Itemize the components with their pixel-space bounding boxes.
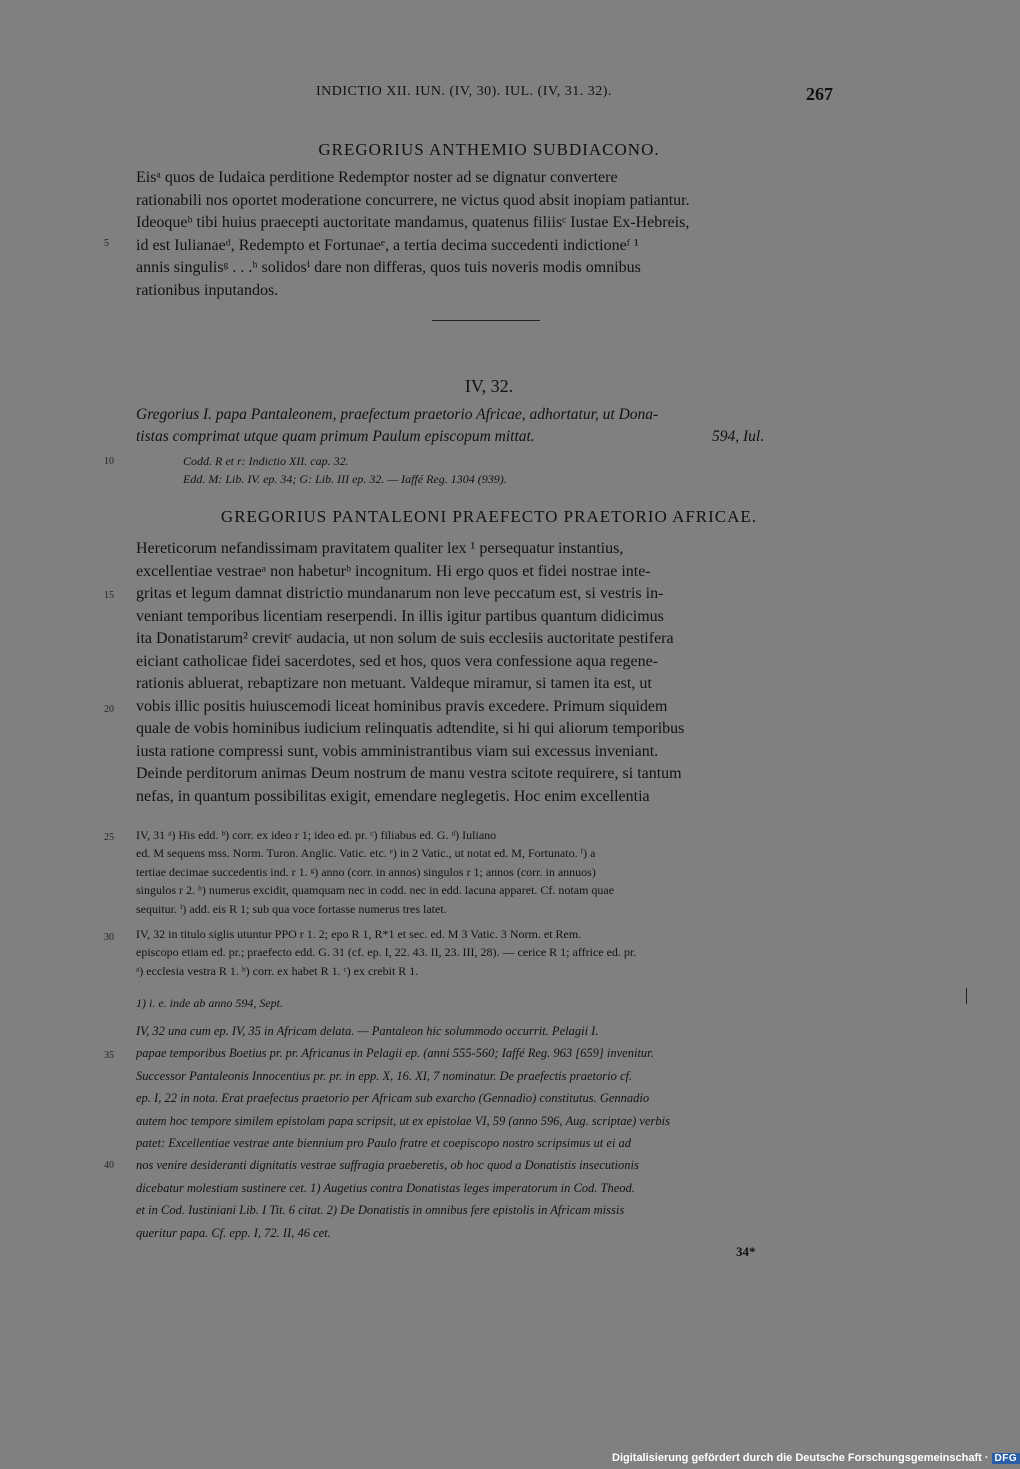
apparatus-line: tertiae decimae succedentis ind. r 1. ᵍ) anno (corr. in annos) singulos r 1; annos (corr. in annuos) xyxy=(136,864,596,879)
summary-line-text: tistas comprimat utque quam primum Paulum episcopum mittat. xyxy=(136,428,535,445)
letter2-line: veniant temporibus licentiam reserpendi. In illis igitur partibus quantum didicimus xyxy=(136,607,664,625)
commentary-iv32 xyxy=(136,1020,846,1244)
page-number: 267 xyxy=(806,84,833,104)
letter1-line: Ideoqueᵇ tibi huius praecepti auctoritate mandamus, quatenus filiisᶜ Iustae Ex-Hebreis, xyxy=(136,214,690,232)
footnote-line: 1) i. e. inde ab anno 594, Sept. xyxy=(136,996,283,1010)
apparatus-line: ᵃ) ecclesia vestra R 1. ᵇ) corr. ex habet R 1. ᶜ) ex crebit R 1. xyxy=(136,963,419,978)
editions-line: Edd. M: Lib. IV. ep. 34; G: Lib. III ep. 32. — Iaffé Reg. 1304 (939). xyxy=(183,472,507,486)
letter2-line: excellentiae vestraeᵃ non habeturᵇ incognitum. Hi ergo quos et fidei nostrae inte- xyxy=(136,562,651,580)
letter1-line: annis singulisᵍ . . .ʰ solidosⁱ dare non differas, quos tuis noveris modis omnibus xyxy=(136,259,641,277)
codices-line: Codd. R et r: Indictio XII. cap. 32. xyxy=(183,454,349,468)
critical-apparatus-iv32 xyxy=(136,925,846,980)
letter1-line: id est Iulianaeᵈ, Redempto et Fortunaeᵉ, a tertia decima succedenti indictioneᶠ ¹ xyxy=(136,236,639,254)
apparatus-line: ed. M sequens mss. Norm. Turon. Anglic. Vatic. etc. ᵉ) in 2 Vatic., ut notat ed. M, Fortunato. ᶠ) a xyxy=(136,846,596,861)
dfg-credit xyxy=(612,1452,1020,1464)
commentary-line: dicebatur molestiam sustinere cet. 1) Augetius contra Donatistas leges imperatorum in Cod. Theod. xyxy=(136,1180,635,1195)
line-number: 10 xyxy=(104,456,114,467)
footnote-iv31 xyxy=(136,994,846,1012)
apparatus-line: IV, 32 in titulo siglis utuntur PPO r 1. 2; epo R 1, R*1 et sec. ed. M 3 Vatic. 3 Norm. et Rem. xyxy=(136,927,582,941)
section-divider xyxy=(432,320,540,321)
letter2-line: eiciant catholicae fidei sacerdotes, sed et hos, quos vera confessione aqua regene- xyxy=(136,652,658,670)
apparatus-line: sequitur. ⁱ) add. eis R 1; sub qua voce fortasse numerus tres latet. xyxy=(136,901,447,916)
letter2-line: Hereticorum nefandissimam pravitatem qualiter lex ¹ persequatur instantius, xyxy=(136,540,624,557)
apparatus-line: IV, 31 ᵃ) His edd. ᵇ) corr. ex ideo r 1; ideo ed. pr. ᶜ) filiabus ed. G. ᵈ) Iuliano xyxy=(136,828,497,842)
line-number: 20 xyxy=(104,704,114,715)
commentary-line: patet: Excellentiae vestrae ante biennium pro Paulo fratre et coepiscopo nostro scripsimus ut ei ad xyxy=(136,1136,632,1151)
commentary-line: queritur papa. Cf. epp. I, 72. II, 46 cet. xyxy=(136,1225,331,1240)
letter2-line: iusta ratione compressi sunt, vobis amministrantibus viam sui excessus inveniant. xyxy=(136,742,659,760)
signature-mark: 34* xyxy=(736,1244,756,1259)
line-number: 5 xyxy=(104,238,109,249)
section-heading: IV, 32. xyxy=(464,376,514,396)
line-number: 15 xyxy=(104,590,114,601)
letter2-line: vobis illic positis huiuscemodi liceat hominibus pravis excedere. Primum siquidem xyxy=(136,697,668,715)
letter1-line: rationibus inputandos. xyxy=(136,281,279,299)
apparatus-line: episcopo etiam ed. pr.; praefecto edd. G. 31 (cf. ep. I, 22. 43. II, 23. III, 28). — cerice R 1; affrice ed. pr. xyxy=(136,945,637,960)
letter2-line: quale de vobis hominibus iudicium relinquatis adtendite, si hi qui aliorum temporibus xyxy=(136,720,685,737)
dfg-credit-text: Digitalisierung gefördert durch die Deutsche Forschungsgemeinschaft · xyxy=(612,1452,989,1464)
letter2-body xyxy=(136,538,842,808)
letter2-line: rationis abluerat, rebaptizare non metuant. Valdeque miramur, si tamen ita est, ut xyxy=(136,675,652,692)
line-number: 30 xyxy=(104,932,114,943)
summary-line: Gregorius I. papa Pantaleonem, praefectum praetorio Africae, adhortatur, ut Dona- xyxy=(136,406,659,423)
letter2-title: GREGORIUS PANTALEONI PRAEFECTO PRAETORIO AFRICAE. xyxy=(220,507,758,526)
line-number: 35 xyxy=(104,1050,114,1061)
letter1-body xyxy=(136,167,842,303)
section-summary xyxy=(136,404,842,448)
commentary-line: nos venire desideranti dignitatis vestrae suffragia praeberetis, ob hoc quod a Donatistis insecutionis xyxy=(136,1158,639,1173)
commentary-line: autem hoc tempore similem epistolam papa scripsit, ut ex epistolae VI, 59 (anno 596, Aug. scriptae) verbis xyxy=(136,1113,670,1128)
letter-date: 594, Iul. xyxy=(712,428,765,445)
letter1-line: rationabili nos oportet moderatione concurrere, ne victus quod absit inopiam patiantur. xyxy=(136,191,690,209)
margin-mark xyxy=(966,988,967,1004)
line-number: 40 xyxy=(104,1160,114,1171)
apparatus-line: singulos r 2. ʰ) numerus excidit, quamquam nec in codd. nec in edd. lacuna apparet. Cf. notam quae xyxy=(136,883,615,898)
letter2-line: Deinde perditorum animas Deum nostrum de manu vestra scitote requirere, si tantum xyxy=(136,765,682,782)
summary-line xyxy=(136,426,842,448)
line-number: 25 xyxy=(104,832,114,843)
letter2-line: nefas, in quantum possibilitas exigit, emendare neglegetis. Hoc enim excellentia xyxy=(136,787,650,805)
commentary-line: papae temporibus Boetius pr. pr. Africanus in Pelagii ep. (anni 555-560; Iaffé Reg. 963 [659] invenitur. xyxy=(136,1046,654,1061)
letter1-title: GREGORIUS ANTHEMIO SUBDIACONO. xyxy=(318,140,660,159)
dfg-logo: DFG xyxy=(992,1453,1020,1464)
letter1-line: Eisᵃ quos de Iudaica perditione Redemptor noster ad se dignatur convertere xyxy=(136,169,618,186)
letter2-line: ita Donatistarum² crevitᶜ audacia, ut non solum de suis ecclesiis auctoritate pestifera xyxy=(136,630,674,647)
letter2-line: gritas et legum damnat districtio mundanarum non leve peccatum est, si vestris in- xyxy=(136,585,664,602)
critical-apparatus-iv31 xyxy=(136,826,846,918)
codices-editions xyxy=(183,452,507,488)
commentary-line: ep. I, 22 in nota. Erat praefectus praetorio per Africam sub exarcho (Gennadio) constitutus. Gennadio xyxy=(136,1091,650,1106)
running-header: INDICTIO XII. IUN. (IV, 30). IUL. (IV, 31. 32). xyxy=(316,84,612,99)
commentary-line: Successor Pantaleonis Innocentius pr. pr. in epp. X, 16. XI, 7 nominatur. De praefectis praetorio cf. xyxy=(136,1068,633,1083)
commentary-line: et in Cod. Iustiniani Lib. I Tit. 6 citat. 2) De Donatistis in omnibus fere epistolis in Africam missis xyxy=(136,1203,625,1218)
commentary-line: IV, 32 una cum ep. IV, 35 in Africam delata. — Pantaleon hic solummodo occurrit. Pelagii I. xyxy=(136,1024,599,1038)
